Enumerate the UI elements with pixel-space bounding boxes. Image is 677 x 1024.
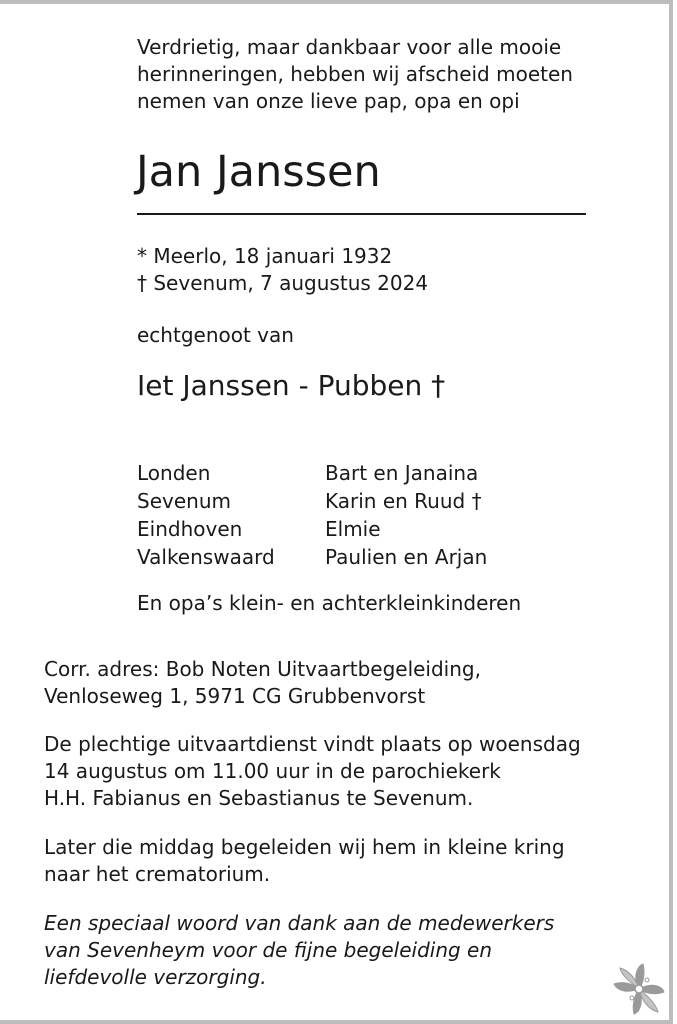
deceased-name: Jan Janssen	[136, 147, 381, 197]
family-row	[137, 459, 487, 487]
intro-line: herinneringen, hebben wij afscheid moeten	[137, 62, 573, 86]
intro-text	[137, 34, 637, 115]
service-line: De plechtige uitvaartdienst vindt plaats op woensdag	[44, 732, 581, 756]
family-city: Eindhoven	[137, 517, 243, 541]
correspondence-line: Corr. adres: Bob Noten Uitvaartbegeleiding,	[44, 657, 481, 681]
service-details	[44, 731, 644, 812]
intro-line: Verdrietig, maar dankbaar voor alle mooie	[137, 35, 562, 59]
service-line: 14 augustus om 11.00 uur in de parochiekerk	[44, 759, 501, 783]
correspondence-line: Venloseweg 1, 5971 CG Grubbenvorst	[44, 684, 426, 708]
thanks-note	[44, 910, 644, 991]
family-names: Paulien en Arjan	[325, 545, 488, 569]
cremation-line: naar het crematorium.	[44, 862, 271, 886]
family-city: Londen	[137, 461, 211, 485]
thanks-line: liefdevolle verzorging.	[44, 965, 267, 989]
correspondence-address	[44, 656, 644, 710]
family-names: Bart en Janaina	[325, 461, 479, 485]
family-names: Karin en Ruud †	[325, 489, 482, 513]
intro-line: nemen van onze lieve pap, opa en opi	[137, 89, 520, 113]
flower-icon	[612, 962, 666, 1016]
cremation-line: Later die middag begeleiden wij hem in kleine kring	[44, 835, 565, 859]
family-city: Valkenswaard	[137, 545, 275, 569]
spouse-name: Iet Janssen - Pubben †	[137, 369, 446, 402]
family-row	[137, 487, 487, 515]
cremation-note	[44, 834, 644, 888]
divider	[137, 213, 586, 215]
family-city: Sevenum	[137, 489, 231, 513]
family-row	[137, 543, 487, 571]
death-date: † Sevenum, 7 augustus 2024	[137, 271, 429, 295]
birth-date: * Meerlo, 18 januari 1932	[137, 244, 393, 268]
thanks-line: van Sevenheym voor de fijne begeleiding en	[44, 938, 493, 962]
life-dates	[137, 243, 428, 297]
grandchildren-line: En opa’s klein- en achterkleinkinderen	[137, 591, 522, 615]
family-row	[137, 515, 487, 543]
spouse-label: echtgenoot van	[137, 323, 294, 347]
family-list	[137, 459, 487, 571]
family-names: Elmie	[325, 517, 381, 541]
thanks-line: Een speciaal woord van dank aan de medewerkers	[44, 911, 555, 935]
service-line: H.H. Fabianus en Sebastianus te Sevenum.	[44, 786, 474, 810]
